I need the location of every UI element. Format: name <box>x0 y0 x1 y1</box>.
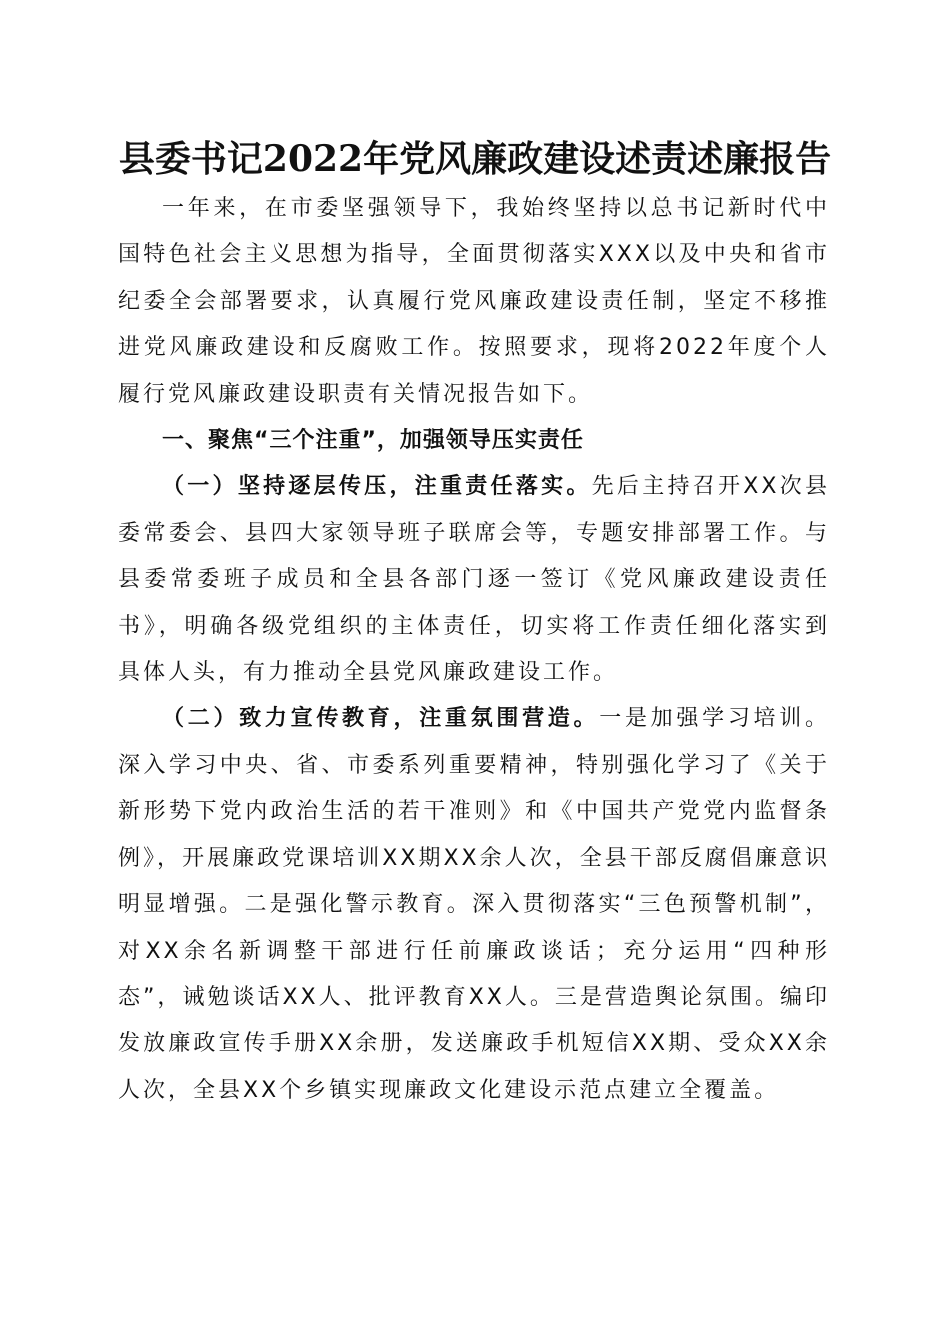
section-heading: 一、聚焦“三个注重”，加强领导压实责任 <box>162 428 584 454</box>
intro-paragraph: 一年来，在市委坚强领导下，我始终坚持以总书记新时代中国特色社会主义思想为指导，全面贯彻落实XXX以及中央和省市纪委全会部署要求，认真履行党风廉政建设责任制，坚定不移推进党风廉政建设和反腐败工作。按照要求，现将2022年度个人履行党风廉政建设职责有关情况报告如下。 <box>118 196 830 407</box>
document-body <box>118 186 830 1114</box>
item-1-lead: （一）坚持逐层传压，注重责任落实。 <box>162 474 592 500</box>
document-title: 县委书记2022年党风廉政建设述责述廉报告 <box>118 138 832 180</box>
section-item-2 <box>118 696 830 1114</box>
item-1-text: 先后主持召开XX次县委常委会、县四大家领导班子联席会等，专题安排部署工作。与县委常委班子成员和全县各部门逐一签订《党风廉政建设责任书》，明确各级党组织的主体责任，切实将工作责任细化落实到具体人头，有力推动全县党风廉政建设工作。 <box>118 474 830 686</box>
item-2-text: 一是加强学习培训。深入学习中央、省、市委系列重要精神，特别强化学习了《关于新形势下党内政治生活的若干准则》和《中国共产党党内监督条例》，开展廉政党课培训XX期XX余人次，全县干部反腐倡廉意识明显增强。二是强化警示教育。深入贯彻落实“三色预警机制”，对XX余名新调整干部进行任前廉政谈话；充分运用“四种形态”，诫勉谈话XX人、批评教育XX人。三是营造舆论氛围。编印发放廉政宣传手册XX余册，发送廉政手机短信XX期、受众XX余人次，全县XX个乡镇实现廉政文化建设示范点建立全覆盖。 <box>118 706 830 1103</box>
item-2-lead: （二）致力宣传教育，注重氛围营造。 <box>162 706 600 732</box>
section-item-1 <box>118 464 830 696</box>
